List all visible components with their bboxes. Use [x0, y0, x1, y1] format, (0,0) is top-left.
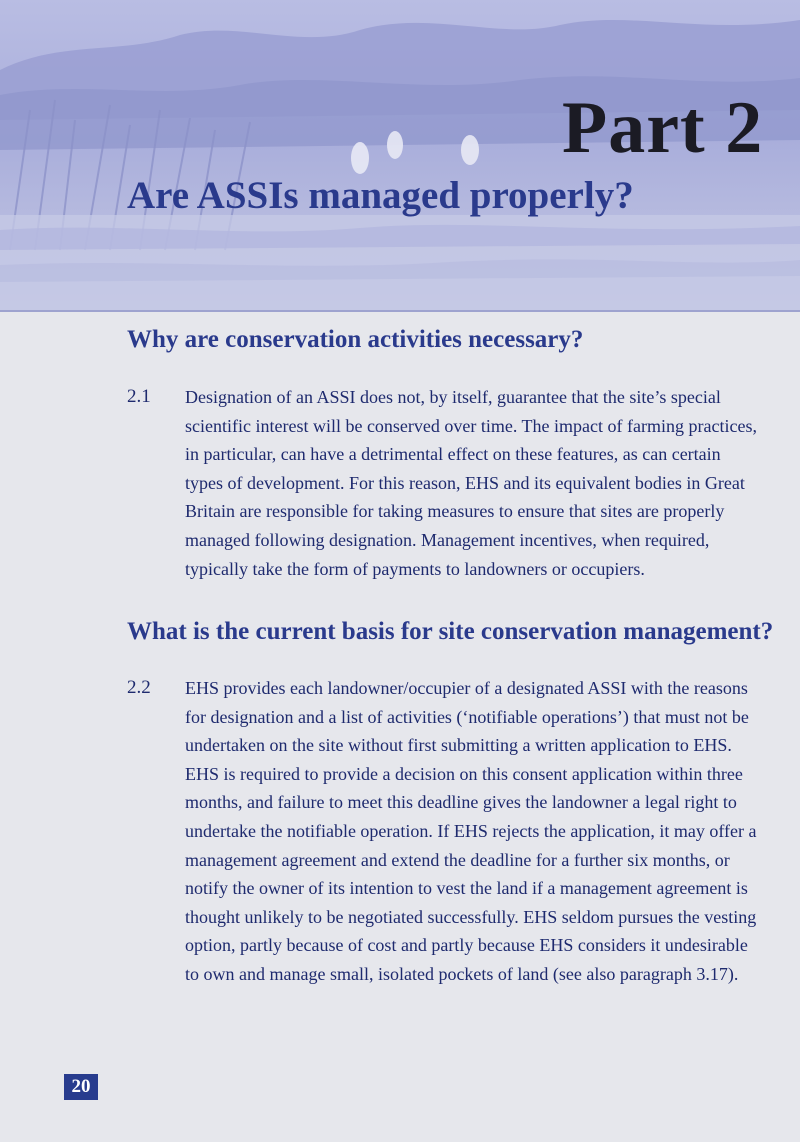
text-line: Designation of an ASSI does not, by itself, guarantee that the site’s special: [185, 387, 721, 407]
section-heading-site-conservation-management: What is the current basis for site conservation management?: [127, 618, 774, 645]
part-subtitle: Are ASSIs managed properly?: [127, 174, 634, 217]
text-line: types of development. For this reason, EHS and its equivalent bodies in Great: [185, 472, 745, 493]
text-line: managed following designation. Management incentives, when required,: [185, 529, 710, 550]
text-line: notify the owner of its intention to vest the land if a management agreement is: [185, 878, 748, 899]
text-line: management agreement and extend the deadline for a further six months, or: [185, 849, 730, 870]
section-heading-conservation-activities: Why are conservation activities necessary?: [127, 326, 584, 353]
text-line: undertaken on the site without first submitting a written application to EHS.: [185, 735, 732, 756]
text-line: thought unlikely to be negotiated successfully. EHS seldom pursues the vesting: [185, 906, 757, 927]
text-line: scientific interest will be conserved over time. The impact of farming practices,: [185, 415, 757, 436]
text-line: option, partly because of cost and partly because EHS considers it undesirable: [185, 935, 748, 956]
page-number: 20: [64, 1074, 98, 1100]
text-line: typically take the form of payments to landowners or occupiers.: [185, 558, 645, 579]
text-line: to own and manage small, isolated pockets of land (see also paragraph 3.17).: [185, 963, 739, 984]
text-line: EHS is required to provide a decision on this consent application within three: [185, 763, 743, 784]
text-line: months, and failure to meet this deadline gives the landowner a legal right to: [185, 792, 737, 813]
text-line: for designation and a list of activities (‘notifiable operations’) that must not be: [185, 706, 749, 727]
text-line: undertake the notifiable operation. If EHS rejects the application, it may offer a: [185, 820, 757, 841]
header-banner: [0, 0, 800, 312]
banner-divider: [0, 310, 800, 312]
text-line: in particular, can have a detrimental effect on these features, as can certain: [185, 444, 721, 465]
paragraph-number: 2.2: [127, 677, 151, 698]
paragraph-text: [185, 383, 769, 583]
paragraph-number: 2.1: [127, 386, 151, 407]
text-line: EHS provides each landowner/occupier of a designated ASSI with the reasons: [185, 678, 748, 698]
paragraph-text: [185, 674, 769, 989]
text-line: Britain are responsible for taking measures to ensure that sites are properly: [185, 501, 725, 522]
part-title: Part 2: [562, 87, 764, 169]
